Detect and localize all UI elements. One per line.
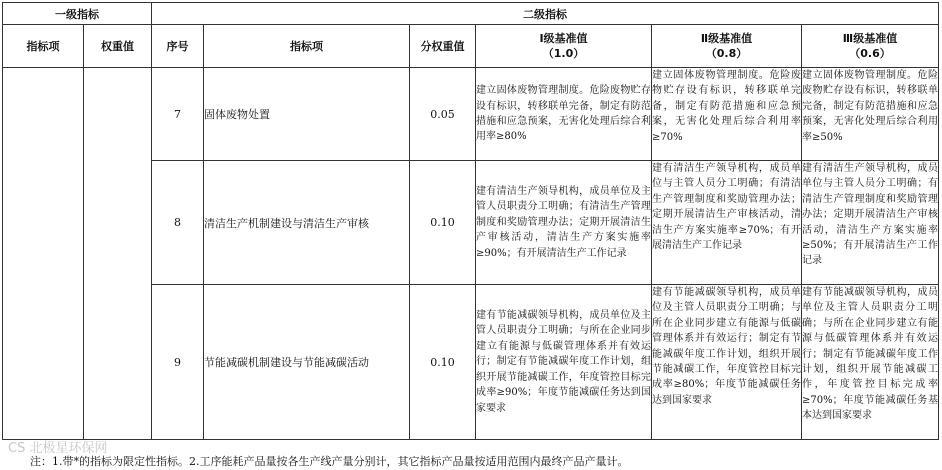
row-grade2: 建立固体废物管理制度。危险废物贮存设有标识，转移联单完备，制定有防范措施和应急预案，无害化处理后综合利用率≥70% — [652, 68, 802, 161]
level1-item-cell — [3, 68, 84, 440]
row-item: 清洁生产机制建设与清洁生产审核 — [204, 161, 410, 285]
level1-title: 一级指标 — [3, 3, 152, 25]
row-grade3: 建有清洁生产领导机构，成员单位与主管人员分工明确；有清洁生产管理制度和奖励管理办法；定期开展清洁生产审核活动，清洁生产方案实施率≥50%；有开展清洁生产工作记录 — [802, 161, 939, 285]
table-row — [3, 68, 939, 161]
row-sub-weight: 0.05 — [410, 68, 476, 161]
row-grade2: 建有节能减碳领导机构，成员单位及主管人员职责分工明确；与所在企业同步建立有能源与低碳管理体系并有效运行；制定有节能减碳年度工作计划，组织开展节能减碳工作，年度管控目标完成率≥80%；年度节能减碳任务达到国家要求 — [652, 285, 802, 440]
row-grade1: 建立固体废物管理制度。危险废物贮存设有标识，转移联单完备，制定有防范措施和应急预案，无害化处理后综合利用率≥80% — [476, 68, 652, 161]
row-seq: 7 — [152, 68, 204, 161]
grade2-name: Ⅱ级基准值 — [700, 32, 753, 45]
grade1-name: Ⅰ级基准值 — [539, 32, 588, 45]
row-grade1: 建有清洁生产领导机构，成员单位及主管人员职责分工明确；有清洁生产管理制度和奖励管理办法；定期开展清洁生产审核活动，清洁生产方案实施率≥90%；有开展清洁生产工作记录 — [476, 161, 652, 285]
grade3-name: Ⅲ级基准值 — [842, 32, 898, 45]
footnote: 注：1.带*的指标为限定性指标。2.工序能耗产品量按各生产线产量分别计，其它指标产品量按适用范围内最终产品产量计。 — [30, 455, 629, 468]
grade1-value: （1.0） — [542, 47, 585, 60]
grade3-value: （0.6） — [849, 47, 891, 60]
row-grade1: 建有节能减碳领导机构，成员单位及主管人员职责分工明确；与所在企业同步建立有能源与低碳管理体系并有效运行；制定有节能减碳年度工作计划，组织开展节能减碳工作，年度管控目标完成率≥90%；年度节能减碳任务达到国家要求 — [476, 285, 652, 440]
row-sub-weight: 0.10 — [410, 285, 476, 440]
col-indicator-item-1: 指标项 — [3, 25, 84, 68]
col-grade1 — [476, 25, 652, 68]
row-grade3: 建有节能减碳领导机构，成员单位及主管人员职责分工明确；与所在企业同步建立有能源与低碳管理体系并有效运行；制定有节能减碳年度工作计划，组织开展节能减碳工作，年度管控目标完成率≥70%；年度节能减碳任务基本达到国家要求 — [802, 285, 939, 440]
row-seq: 8 — [152, 161, 204, 285]
indicator-table — [2, 2, 939, 440]
col-seq: 序号 — [152, 25, 204, 68]
col-indicator-item-2: 指标项 — [204, 25, 410, 68]
col-grade3 — [802, 25, 939, 68]
row-grade2: 建有清洁生产领导机构，成员单位与主管人员分工明确；有清洁生产管理制度和奖励管理办法；定期开展清洁生产审核活动，清洁生产方案实施率≥70%；有开展清洁生产工作记录 — [652, 161, 802, 285]
row-grade3: 建立固体废物管理制度。危险废物贮存设有标识，转移联单完备，制定有防范措施和应急预案，无害化处理后综合利用率≥50% — [802, 68, 939, 161]
col-sub-weight: 分权重值 — [410, 25, 476, 68]
level2-title: 二级指标 — [152, 3, 939, 25]
grade2-value: （0.8） — [705, 47, 748, 60]
level1-weight-cell — [84, 68, 152, 440]
row-item: 节能减碳机制建设与节能减碳活动 — [204, 285, 410, 440]
row-seq: 9 — [152, 285, 204, 440]
col-weight: 权重值 — [84, 25, 152, 68]
row-sub-weight: 0.10 — [410, 161, 476, 285]
col-grade2 — [652, 25, 802, 68]
header-row-2 — [3, 25, 939, 68]
header-row-1 — [3, 3, 939, 25]
watermark: CS 北极星环保网 — [8, 441, 108, 456]
row-item: 固体废物处置 — [204, 68, 410, 161]
